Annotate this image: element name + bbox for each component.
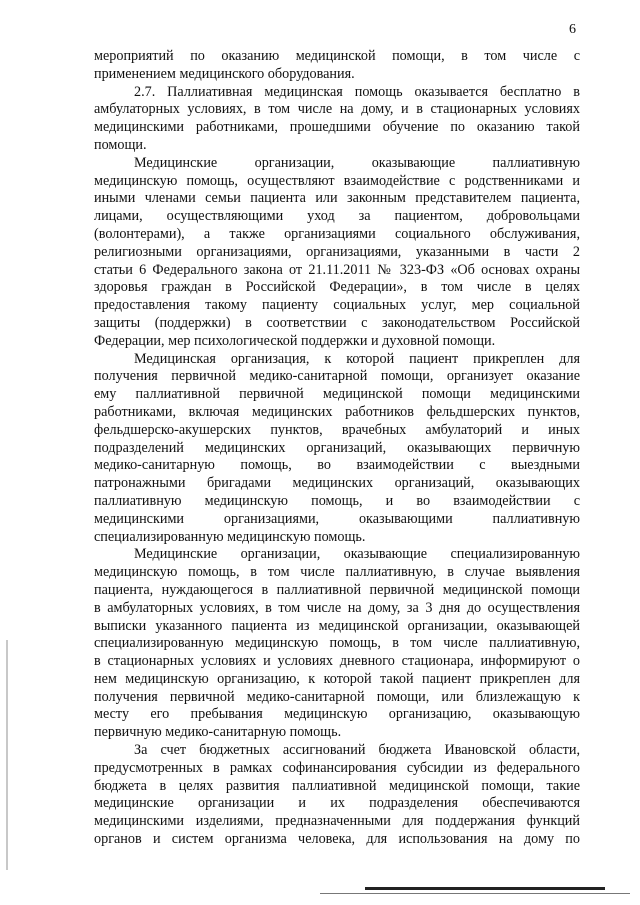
text-line: фельдшерско-акушерских пунктов, врачебных амбулаторий и иных — [94, 421, 580, 438]
text-line: специализированную медицинскую помощь, в том числе паллиативную, — [94, 635, 580, 652]
text-line: мероприятий по оказанию медицинской помощи, в том числе с — [94, 48, 580, 64]
text-line: получения первичной медико-санитарной помощи, или близлежащую к — [94, 688, 580, 705]
scan-edge-bottom — [365, 887, 605, 890]
text-line: специализированную медицинскую помощь. — [94, 528, 366, 545]
text-line: 2.7. Паллиативная медицинская помощь оказывается бесплатно в — [134, 83, 580, 100]
text-line: выписки указанного пациента из медицинской организации, оказывающей — [94, 617, 580, 634]
text-line: паллиативную медицинскую помощь, и во взаимодействии с — [94, 492, 580, 509]
text-line: помощи. — [94, 136, 147, 153]
text-line: иными членами семьи пациента или законным представителем пациента, — [94, 190, 580, 207]
text-line: предусмотренных в рамках софинансирования субсидии из федерального — [94, 759, 580, 776]
text-line: получения первичной медико-санитарной помощи, организует оказание — [94, 368, 580, 385]
text-line: предоставления такому пациенту социальных услуг, мер социальной — [94, 297, 580, 314]
text-line: в стационарных условиях и условиях дневного стационара, информируют о — [94, 653, 580, 670]
text-line: Медицинская организация, к которой пациент прикреплен для — [134, 350, 580, 367]
text-line: Федерации, мер психологической поддержки и духовной помощи. — [94, 332, 496, 349]
text-line: пациента, нуждающегося в паллиативной первичной медицинской помощи — [94, 581, 580, 598]
page-number: 6 — [569, 22, 576, 37]
text-line: патронажными бригадами медицинских организаций, оказывающих — [94, 475, 580, 492]
text-line: статьи 6 Федерального закона от 21.11.2011 № 323-ФЗ «Об основах охраны — [94, 261, 580, 278]
text-line: применением медицинского оборудования. — [94, 65, 355, 82]
text-line: защиты (поддержки) в соответствии с законодательством Российской — [94, 314, 580, 331]
text-line: (волонтерами), а также организациями социального обслуживания, — [94, 225, 580, 242]
text-line: здоровья граждан в Российской Федерации», в том числе в целях — [94, 279, 580, 296]
text-line: первичную медико-санитарную помощь. — [94, 724, 342, 741]
text-line: Медицинские организации, оказывающие паллиативную — [134, 154, 580, 171]
text-line: За счет бюджетных ассигнований бюджета Ивановской области, — [134, 742, 580, 759]
text-line: амбулаторных условиях, в том числе на дому, и в стационарных условиях — [94, 101, 580, 118]
text-line: медицинскими организациями, оказывающими паллиативную — [94, 510, 580, 527]
text-line: лицами, осуществляющими уход за пациентом, добровольцами — [94, 208, 580, 225]
document-body — [94, 48, 580, 849]
text-line: медицинскими изделиями, предназначенными для поддержания функций — [94, 813, 580, 830]
text-line: медицинские организации и их подразделения обеспечиваются — [94, 795, 580, 812]
text-line: нем медицинскую организацию, к которой такой пациент прикреплен для — [94, 670, 580, 687]
scan-edge-left — [6, 640, 8, 870]
text-line: медицинскими работниками, прошедшими обучение по оказанию такой — [94, 119, 580, 136]
text-line: религиозными организациями, организациями, указанными в части 2 — [94, 243, 580, 260]
text-line: медицинскую помощь, в том числе паллиативную, в случае выявления — [94, 564, 580, 581]
text-line: медико-санитарную помощь, во взаимодействии с выездными — [94, 457, 580, 474]
text-line: бюджета в целях развития паллиативной медицинской помощи, такие — [94, 777, 580, 794]
text-line: подразделений медицинских организаций, оказывающих первичную — [94, 439, 580, 456]
text-line: работниками, включая медицинских работников фельдшерских пунктов, — [94, 403, 580, 420]
text-line: медицинскую помощь, осуществляют взаимодействие с родственниками и — [94, 172, 580, 189]
text-line: месту его пребывания медицинскую организацию, оказывающую — [94, 706, 580, 723]
text-line: в амбулаторных условиях, в том числе на дому, за 3 дня до осуществления — [94, 599, 580, 616]
text-line: ему паллиативной первичной медицинской помощи медицинскими — [94, 386, 580, 403]
text-line: органов и систем организма человека, для использования на дому по — [94, 831, 580, 848]
scan-edge-bottom-thin — [320, 893, 630, 894]
text-line: Медицинские организации, оказывающие специализированную — [134, 546, 580, 563]
